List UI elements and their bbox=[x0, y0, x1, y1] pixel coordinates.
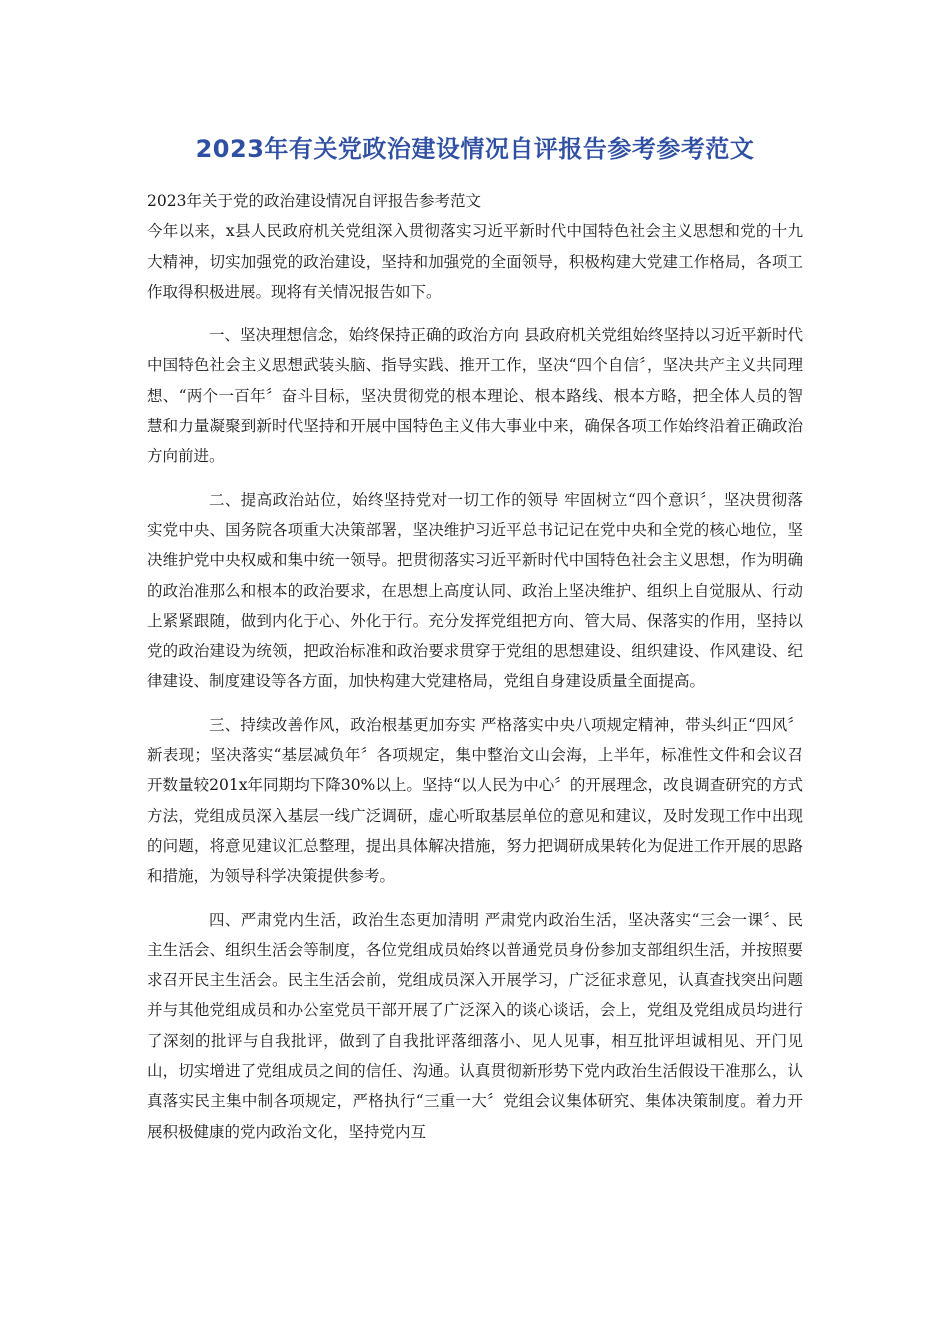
section-paragraph-3: 三、持续改善作风，政治根基更加夯实 严格落实中央八项规定精神，带头纠正“四风〞新表现；坚决落实“基层减负年〞各项规定，集中整治文山会海，上半年，标准性文件和会议召开数量较201x年同期均下降30%以上。坚持“以人民为中心〞的开展理念，改良调查研究的方式方法，党组成员深入基层一线广泛调研，虚心听取基层单位的意见和建议，及时发现工作中出现的问题，将意见建议汇总整理，提出具体解决措施，努力把调研成果转化为促进工作开展的思路和措施，为领导科学决策提供参考。 bbox=[147, 715, 803, 886]
paragraph-gap bbox=[147, 697, 803, 710]
document-title: 2023年有关党政治建设情况自评报告参考参考范文 bbox=[195, 135, 755, 163]
document-body bbox=[147, 186, 803, 1147]
section-paragraph-4: 四、严肃党内生活，政治生态更加清明 严肃党内政治生活，坚决落实“三会一课〞、民主生活会、组织生活会等制度，各位党组成员始终以普通党员身份参加支部组织生活，并按照要求召开民主生活会。民主生活会前，党组成员深入开展学习，广泛征求意见，认真查找突出问题并与其他党组成员和办公室党员干部开展了广泛深入的谈心谈话，会上，党组及党组成员均进行了深刻的批评与自我批评，做到了自我批评落细落小、见人见事，相互批评坦诚相见、开门见山，切实增进了党组成员之间的信任、沟通。认真贯彻新形势下党内政治生活假设干准那么，认真落实民主集中制各项规定，严格执行“三重一大〞党组会议集体研究、集体决策制度。着力开展积极健康的党内政治文化，坚持党内互 bbox=[147, 910, 803, 1141]
paragraph-gap bbox=[147, 472, 803, 485]
document-subtitle: 2023年关于党的政治建设情况自评报告参考范文 bbox=[147, 192, 481, 210]
section-paragraph-1: 一、坚决理想信念，始终保持正确的政治方向 县政府机关党组始终坚持以习近平新时代中国特色社会主义思想武装头脑、指导实践、推开工作，坚决“四个自信〞，坚决共产主义共同理想、“两个一百年〞奋斗目标，坚决贯彻党的根本理论、根本路线、根本方略，把全体人员的智慧和力量凝聚到新时代坚持和开展中国特色主义伟大事业中来，确保各项工作始终沿着正确政治方向前进。 bbox=[147, 326, 803, 466]
intro-paragraph: 今年以来，x县人民政府机关党组深入贯彻落实习近平新时代中国特色社会主义思想和党的十九大精神，切实加强党的政治建设，坚持和加强党的全面领导，积极构建大党建工作格局，各项工作取得积极进展。现将有关情况报告如下。 bbox=[147, 222, 803, 301]
paragraph-gap bbox=[147, 307, 803, 320]
section-paragraph-2: 二、提高政治站位，始终坚持党对一切工作的领导 牢固树立“四个意识〞，坚决贯彻落实党中央、国务院各项重大决策部署，坚决维护习近平总书记记在党中央和全党的核心地位，坚决维护党中央权威和集中统一领导。把贯彻落实习近平新时代中国特色社会主义思想，作为明确的政治准那么和根本的政治要求，在思想上高度认同、政治上坚决维护、组织上自觉服从、行动上紧紧跟随，做到内化于心、外化于行。充分发挥党组把方向、管大局、保落实的作用，坚持以党的政治建设为统领，把政治标准和政治要求贯穿于党组的思想建设、组织建设、作风建设、纪律建设、制度建设等各方面，加快构建大党建格局，党组自身建设质量全面提高。 bbox=[147, 490, 803, 691]
paragraph-gap bbox=[147, 892, 803, 905]
